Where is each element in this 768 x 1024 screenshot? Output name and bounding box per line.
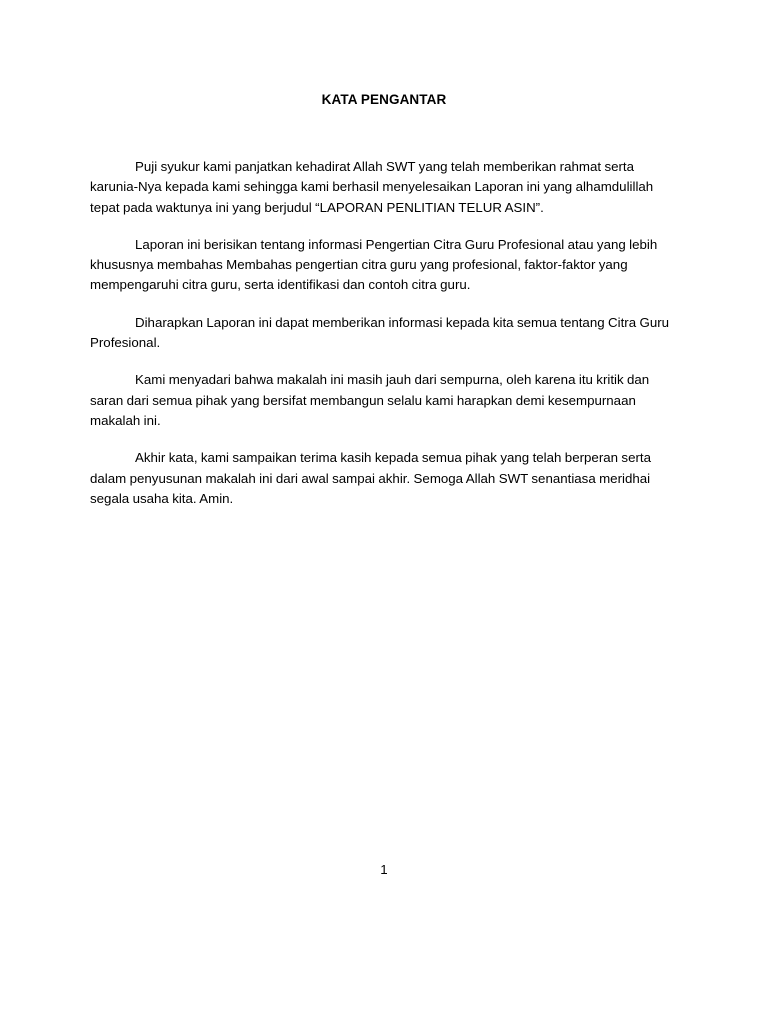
paragraph-critique: Kami menyadari bahwa makalah ini masih jauh dari sempurna, oleh karena itu kritik dan saran dari semua pihak yang bersifat membangun selalu kami harapkan demi kesempurnaan makalah ini.	[90, 372, 650, 428]
page-number: 1	[380, 862, 388, 877]
page-title: KATA PENGANTAR	[321, 92, 447, 107]
paragraph-opening: Puji syukur kami panjatkan kehadirat Allah SWT yang telah memberikan rahmat serta karunia-Nya kepada kami sehingga kami berhasil menyelesaikan Laporan ini yang alhamdulillah tepat pada waktunya ini yang berjudul “LAPORAN PENLITIAN TELUR ASIN”.	[90, 159, 654, 215]
document-body	[90, 157, 680, 526]
paragraph-content: Laporan ini berisikan tentang informasi Pengertian Citra Guru Profesional atau yang lebih khususnya membahas Membahas pengertian citra guru yang profesional, faktor-faktor yang mempengaruhi citra guru, serta identifikasi dan contoh citra guru.	[90, 236, 658, 293]
paragraph-closing: Akhir kata, kami sampaikan terima kasih kepada semua pihak yang telah berperan serta dalam penyusunan makalah ini dari awal sampai akhir. Semoga Allah SWT senantiasa meridhai segala usaha kita. Amin.	[90, 450, 651, 506]
paragraph-hope: Diharapkan Laporan ini dapat memberikan informasi kepada kita semua tentang Citra Guru Profesional.	[90, 314, 670, 351]
